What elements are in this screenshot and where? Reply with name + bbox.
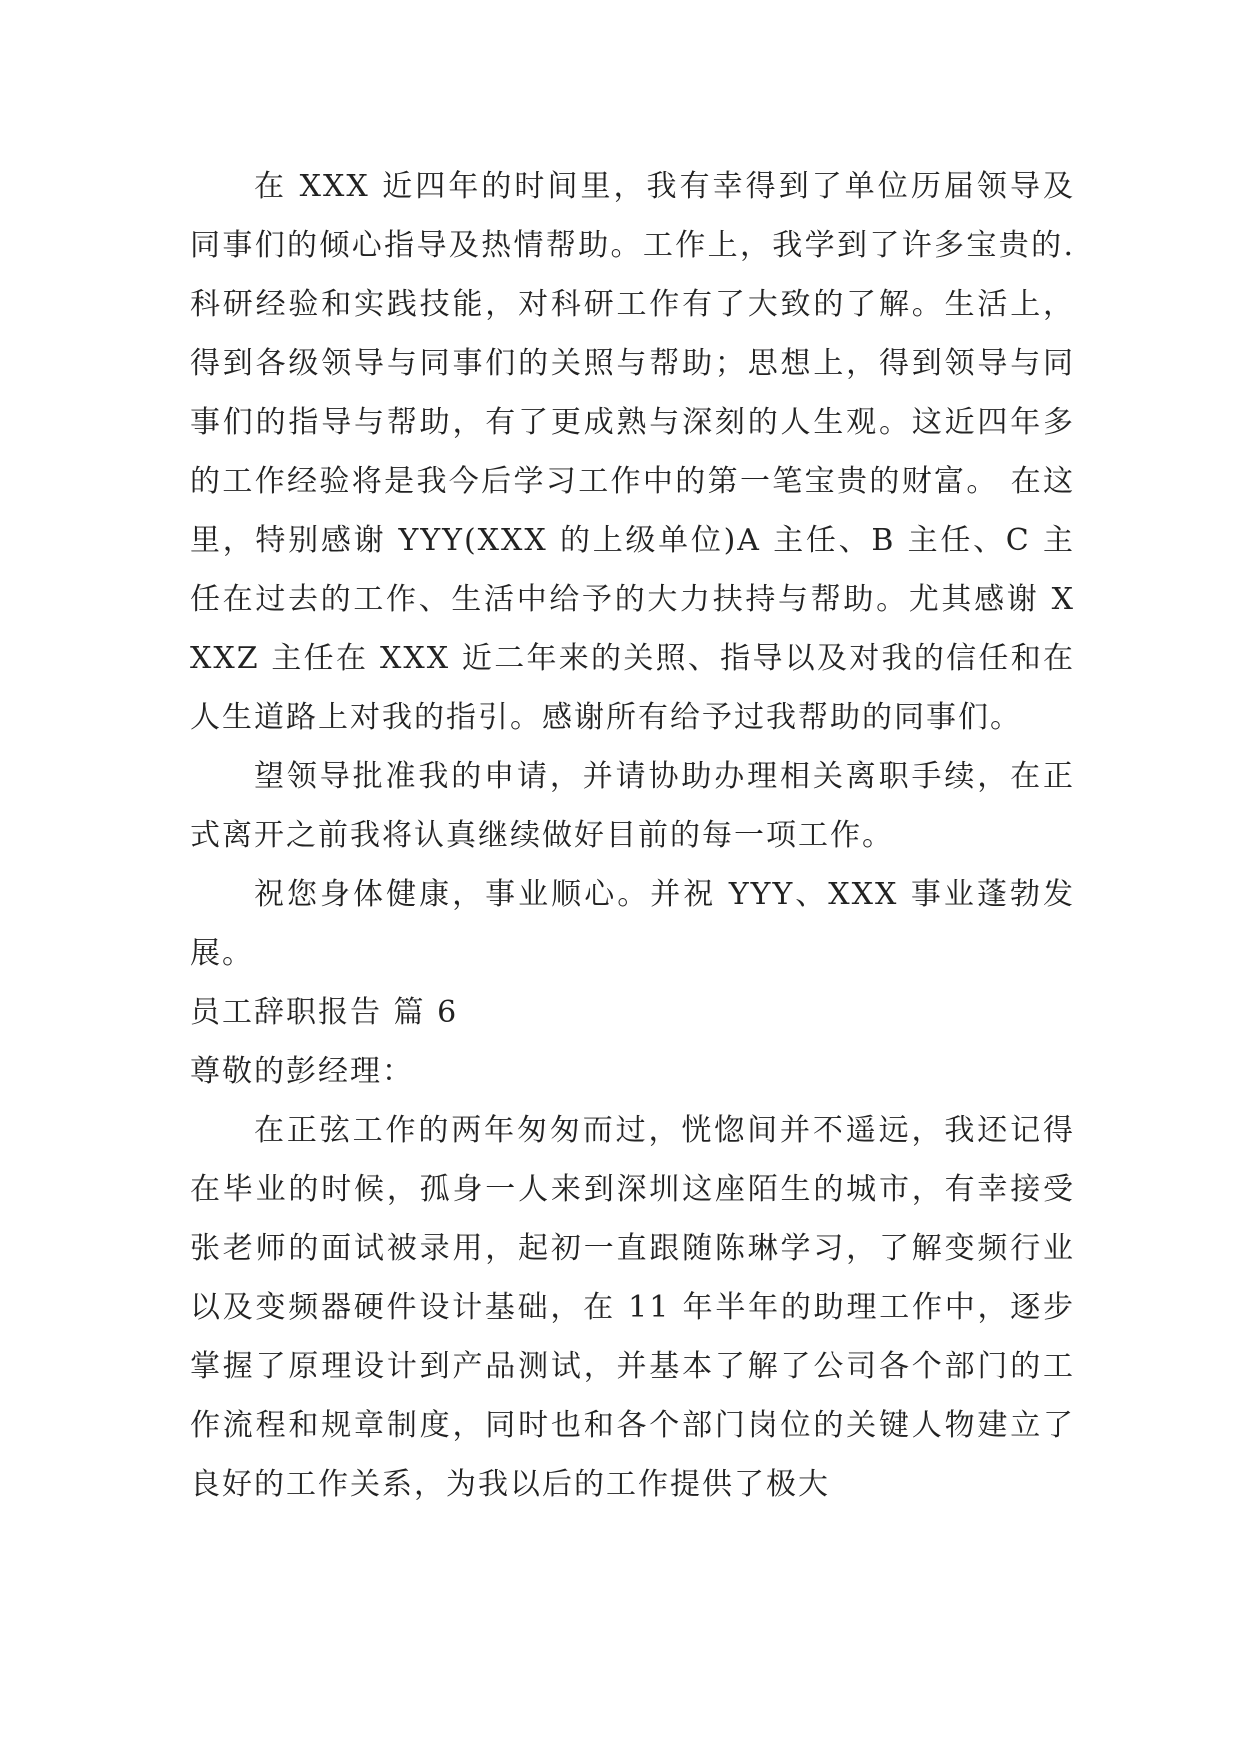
document-body bbox=[190, 157, 1075, 1514]
paragraph-gratitude: 在 XXX 近四年的时间里，我有幸得到了单位历届领导及同事们的倾心指导及热情帮助。工作上，我学到了许多宝贵的.科研经验和实践技能，对科研工作有了大致的了解。生活上，得到各级领导与同事们的关照与帮助；思想上，得到领导与同事们的指导与帮助，有了更成熟与深刻的人生观。这近四年多的工作经验将是我今后学习工作中的第一笔宝贵的财富。 在这里，特别感谢 YYY(XXX 的上级单位)A 主任、B 主任、C 主任在过去的工作、生活中给予的大力扶持与帮助。尤其感谢 XXXZ 主任在 XXX 近二年来的关照、指导以及对我的信任和在人生道路上对我的指引。感谢所有给予过我帮助的同事们。 bbox=[190, 169, 1075, 735]
salutation: 尊敬的彭经理： bbox=[190, 1054, 414, 1089]
section-title: 员工辞职报告 篇 6 bbox=[190, 995, 459, 1030]
paragraph-request: 望领导批准我的申请，并请协助办理相关离职手续，在正式离开之前我将认真继续做好目前的每一项工作。 bbox=[190, 759, 1075, 853]
paragraph-wishes: 祝您身体健康，事业顺心。并祝 YYY、XXX 事业蓬勃发展。 bbox=[190, 877, 1075, 971]
paragraph-work-history: 在正弦工作的两年匆匆而过，恍惚间并不遥远，我还记得在毕业的时候，孤身一人来到深圳这座陌生的城市，有幸接受张老师的面试被录用，起初一直跟随陈琳学习，了解变频行业以及变频器硬件设计基础，在 11 年半年的助理工作中，逐步掌握了原理设计到产品测试，并基本了解了公司各个部门的工作流程和规章制度，同时也和各个部门岗位的关键人物建立了良好的工作关系，为我以后的工作提供了极大 bbox=[190, 1113, 1075, 1502]
